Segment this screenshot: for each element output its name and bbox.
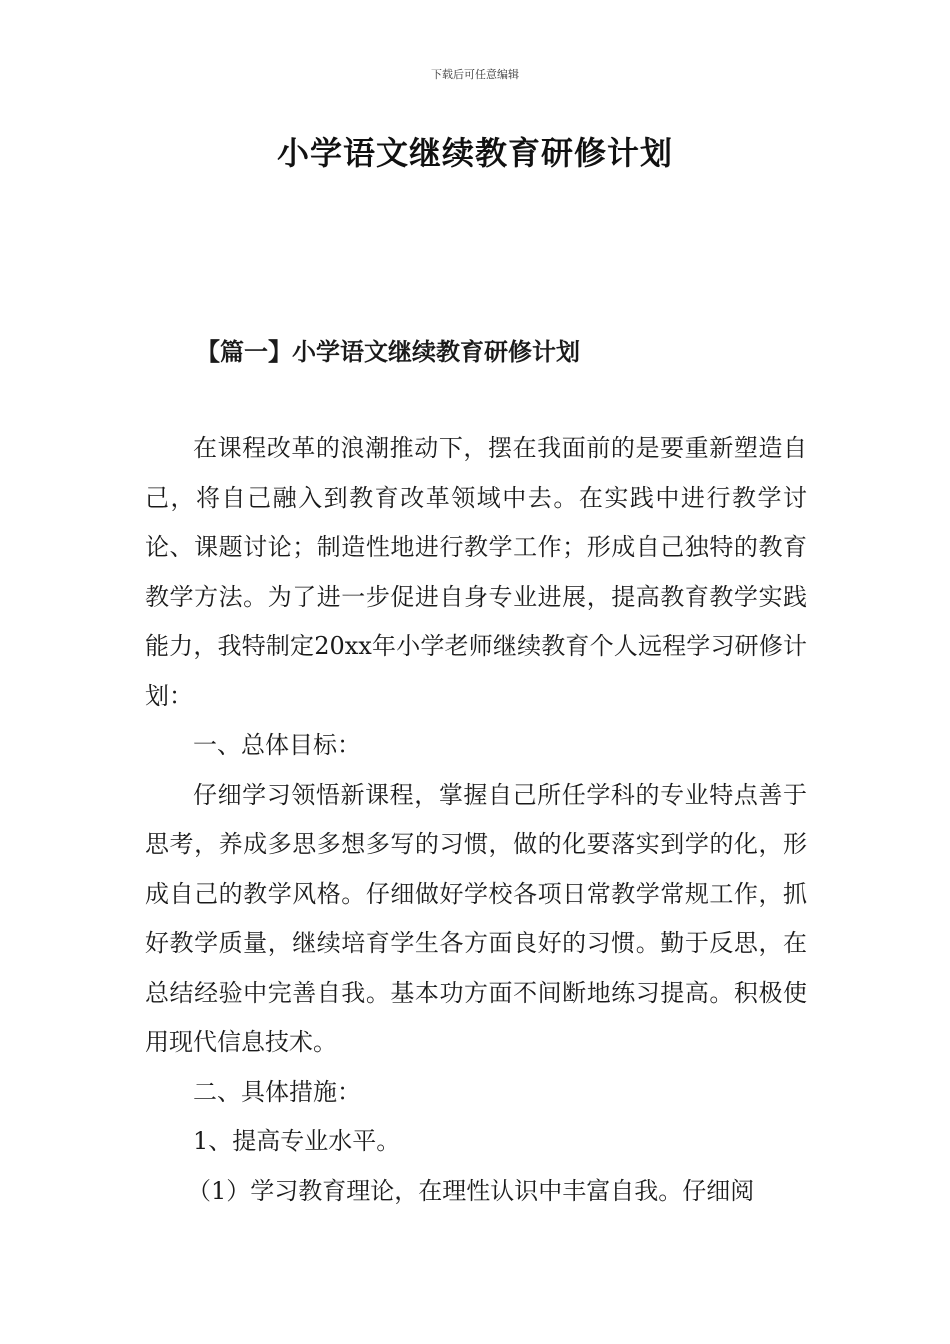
document-body [145, 424, 807, 1216]
goal-paragraph: 仔细学习领悟新课程，掌握自己所任学科的专业特点善于思考，养成多思多想多写的习惯，做的化要落实到学的化，形成自己的教学风格。仔细做好学校各项日常教学常规工作，抓好教学质量，继续培育学生各方面良好的习惯。勤于反思，在总结经验中完善自我。基本功方面不间断地练习提高。积极使用现代信息技术。 [145, 780, 807, 1056]
list-item-1: 1、提高专业水平。 [193, 1127, 401, 1155]
section-title: 【篇一】小学语文继续教育研修计划 [196, 337, 580, 366]
intro-paragraph: 在课程改革的浪潮推动下，摆在我面前的是要重新塑造自己，将自己融入到教育改革领域中去。在实践中进行教学讨论、课题讨论；制造性地进行教学工作；形成自己独特的教育教学方法。为了进一步促进自身专业进展，提高教育教学实践能力，我特制定20xx年小学老师继续教育个人远程学习研修计划： [145, 434, 807, 710]
heading-specific-measures: 二、具体措施： [193, 1077, 361, 1106]
list-item-1-1: （1）学习教育理论，在理性认识中丰富自我。仔细阅 [187, 1176, 755, 1205]
header-note: 下载后可任意编辑 [431, 68, 519, 81]
heading-overall-goal: 一、总体目标： [193, 731, 361, 759]
document-title: 小学语文继续教育研修计划 [276, 134, 673, 172]
